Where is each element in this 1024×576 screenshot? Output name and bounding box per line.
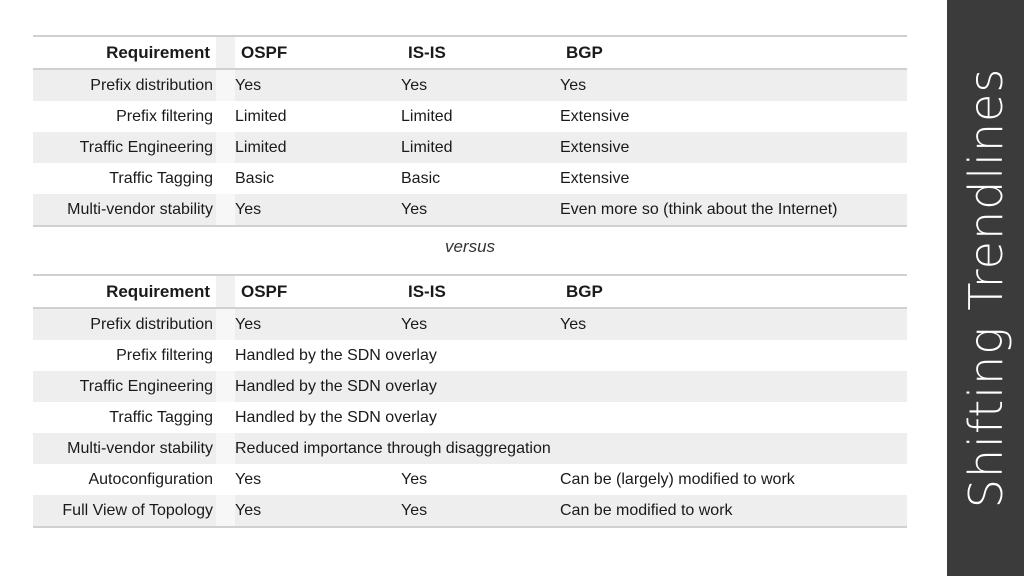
requirement-cell: Prefix filtering bbox=[116, 107, 213, 125]
isis-cell: Limited bbox=[401, 138, 453, 156]
requirement-cell: Traffic Tagging bbox=[109, 408, 213, 426]
header-isis: IS-IS bbox=[408, 281, 446, 301]
gap-cell bbox=[216, 371, 235, 402]
versus-label: versus bbox=[444, 237, 496, 256]
requirement-cell: Full View of Topology bbox=[62, 501, 213, 519]
bgp-cell: Extensive bbox=[560, 169, 630, 187]
isis-cell: Yes bbox=[401, 470, 428, 488]
requirement-cell: Prefix filtering bbox=[116, 346, 213, 364]
isis-cell: Yes bbox=[401, 200, 428, 218]
gap-cell bbox=[216, 69, 235, 101]
header-requirement: Requirement bbox=[106, 42, 210, 62]
table-row bbox=[33, 433, 907, 464]
gap-cell bbox=[216, 308, 235, 340]
table-row bbox=[33, 69, 907, 101]
comparison-table-current bbox=[33, 35, 907, 227]
header-ospf: OSPF bbox=[241, 281, 288, 301]
requirement-cell: Autoconfiguration bbox=[88, 470, 213, 488]
table-row bbox=[33, 132, 907, 163]
gap-cell bbox=[216, 340, 235, 371]
table-row bbox=[33, 495, 907, 527]
header-bgp: BGP bbox=[566, 281, 603, 301]
table-row bbox=[33, 163, 907, 194]
gap-cell bbox=[216, 132, 235, 163]
header-isis: IS-IS bbox=[408, 42, 446, 62]
gap-cell bbox=[216, 194, 235, 226]
ospf-cell: Yes bbox=[235, 470, 262, 488]
bgp-cell: Extensive bbox=[560, 107, 630, 125]
gap-cell bbox=[216, 464, 235, 495]
merged-cell: Reduced importance through disaggregation bbox=[235, 439, 551, 457]
isis-cell: Limited bbox=[401, 107, 453, 125]
ospf-cell: Yes bbox=[235, 76, 262, 94]
bgp-cell: Yes bbox=[560, 315, 587, 333]
requirement-cell: Traffic Engineering bbox=[79, 138, 213, 156]
ospf-cell: Limited bbox=[235, 107, 287, 125]
gap-cell bbox=[216, 101, 235, 132]
bgp-cell: Yes bbox=[560, 76, 587, 94]
requirement-cell: Multi-vendor stability bbox=[67, 439, 213, 457]
ospf-cell: Limited bbox=[235, 138, 287, 156]
slide-title: Shifting Trendlines bbox=[958, 67, 1013, 509]
gap-cell bbox=[216, 402, 235, 433]
header-gap bbox=[216, 36, 235, 69]
requirement-cell: Multi-vendor stability bbox=[67, 200, 213, 218]
table-row bbox=[33, 340, 907, 371]
isis-cell: Yes bbox=[401, 501, 428, 519]
isis-cell: Basic bbox=[401, 169, 441, 187]
merged-cell: Handled by the SDN overlay bbox=[235, 346, 437, 364]
ospf-cell: Basic bbox=[235, 169, 275, 187]
requirement-cell: Prefix distribution bbox=[90, 315, 213, 333]
bgp-cell: Can be modified to work bbox=[560, 501, 733, 519]
table-row bbox=[33, 194, 907, 226]
table-row bbox=[33, 464, 907, 495]
requirement-cell: Traffic Engineering bbox=[79, 377, 213, 395]
table-row bbox=[33, 308, 907, 340]
merged-cell: Handled by the SDN overlay bbox=[235, 408, 437, 426]
merged-cell: Handled by the SDN overlay bbox=[235, 377, 437, 395]
gap-cell bbox=[216, 495, 235, 527]
ospf-cell: Yes bbox=[235, 200, 262, 218]
header-ospf: OSPF bbox=[241, 42, 288, 62]
ospf-cell: Yes bbox=[235, 315, 262, 333]
table-row bbox=[33, 402, 907, 433]
bgp-cell: Can be (largely) modified to work bbox=[560, 470, 795, 488]
ospf-cell: Yes bbox=[235, 501, 262, 519]
gap-cell bbox=[216, 433, 235, 464]
comparison-table-sdn bbox=[33, 274, 907, 528]
table-row bbox=[33, 371, 907, 402]
bgp-cell: Even more so (think about the Internet) bbox=[560, 200, 838, 218]
requirement-cell: Traffic Tagging bbox=[109, 169, 213, 187]
sidebar bbox=[947, 0, 1024, 576]
header-bgp: BGP bbox=[566, 42, 603, 62]
table-header-row bbox=[33, 275, 907, 308]
header-gap bbox=[216, 275, 235, 308]
gap-cell bbox=[216, 163, 235, 194]
requirement-cell: Prefix distribution bbox=[90, 76, 213, 94]
table-row bbox=[33, 101, 907, 132]
table-header-row bbox=[33, 36, 907, 69]
isis-cell: Yes bbox=[401, 315, 428, 333]
isis-cell: Yes bbox=[401, 76, 428, 94]
header-requirement: Requirement bbox=[106, 281, 210, 301]
bgp-cell: Extensive bbox=[560, 138, 630, 156]
